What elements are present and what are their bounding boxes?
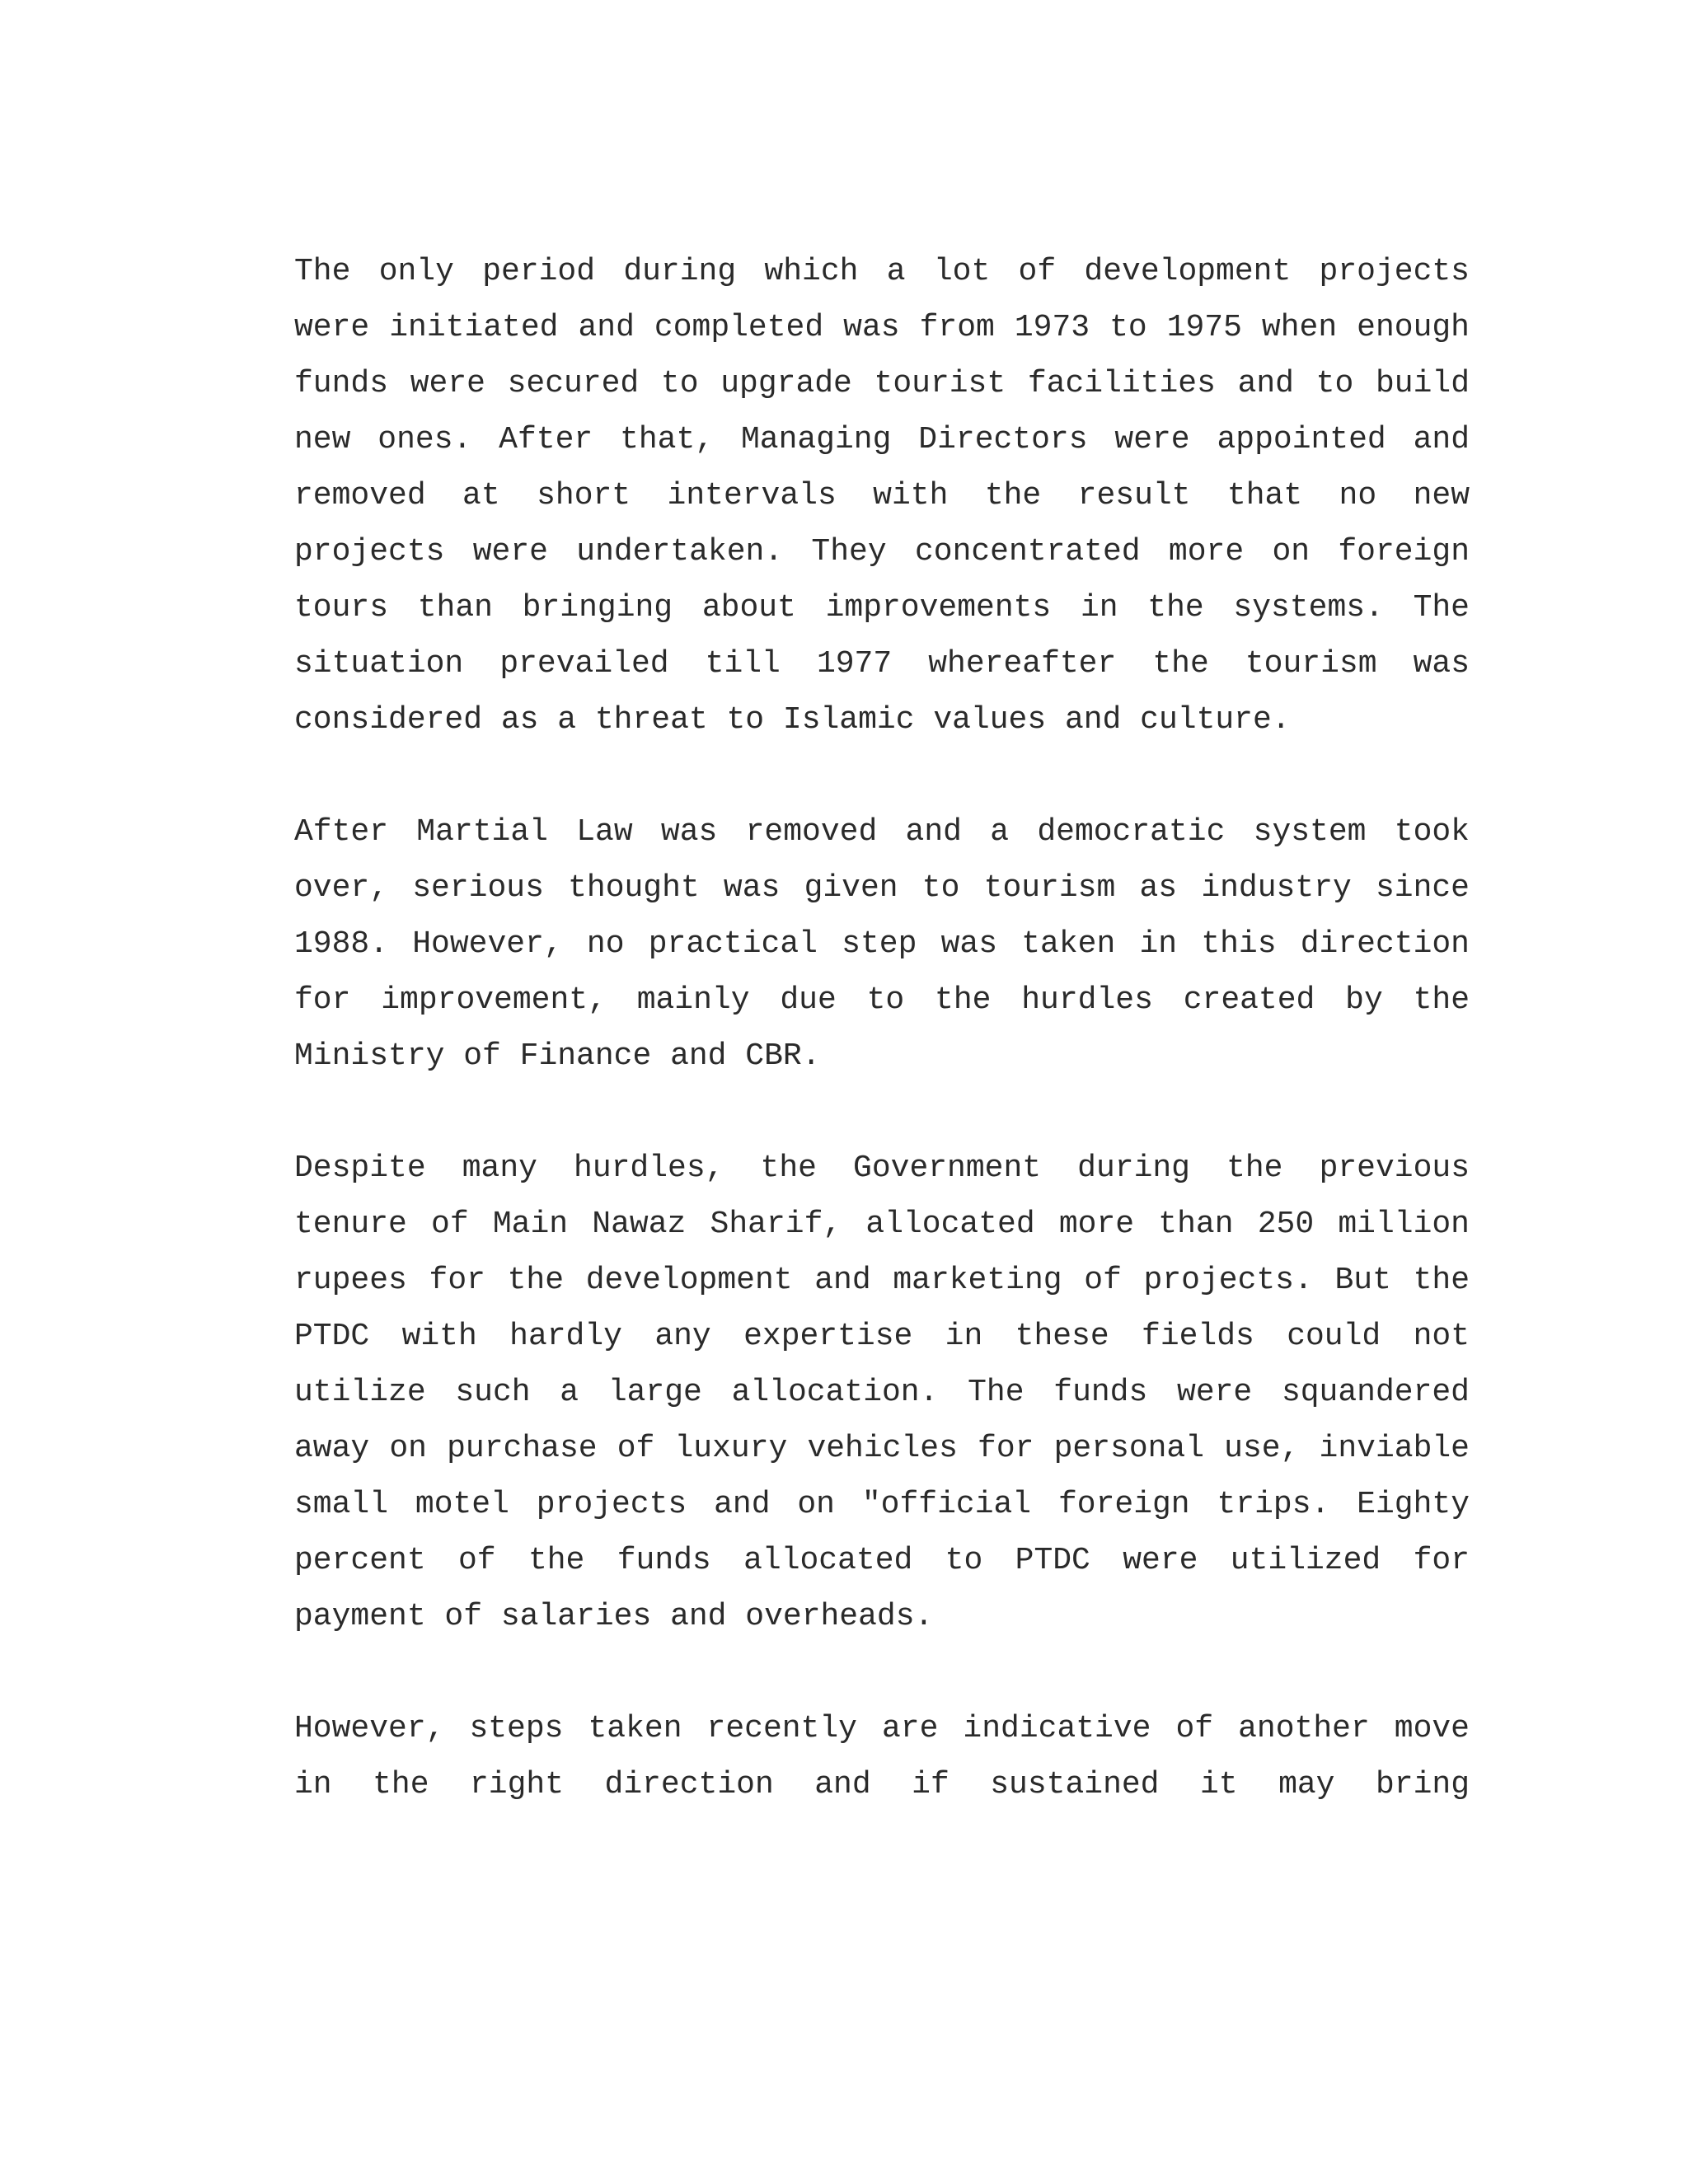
body-text — [294, 244, 1470, 1869]
paragraph-4: However, steps taken recently are indicative of another move in the right direction and if sustained it may bring — [294, 1711, 1470, 1802]
paragraph-3: Despite many hurdles, the Government during the previous tenure of Main Nawaz Sharif, allocated more than 250 million rupees for the development and marketing of projects. But the PTDC with hardly any expertise in these fields could not utilize such a large allocation. The funds were squandered away on purchase of luxury vehicles for personal use, inviable small motel projects and on "official foreign trips. Eighty percent of the funds allocated to PTDC were utilized for payment of salaries and overheads. — [294, 1151, 1470, 1634]
paragraph-2: After Martial Law was removed and a democratic system took over, serious thought was given to tourism as industry since 1988. However, no practical step was taken in this direction for improvement, mainly due to the hurdles created by the Ministry of Finance and CBR. — [294, 814, 1470, 1074]
paragraph-1: The only period during which a lot of development projects were initiated and completed was from 1973 to 1975 when enough funds were secured to upgrade tourist facilities and to build new ones. After that, Managing Directors were appointed and removed at short intervals with the result that no new projects were undertaken. They concentrated more on foreign tours than bringing about improvements in the systems. The situation prevailed till 1977 whereafter the tourism was considered as a threat to Islamic values and culture. — [294, 254, 1470, 738]
